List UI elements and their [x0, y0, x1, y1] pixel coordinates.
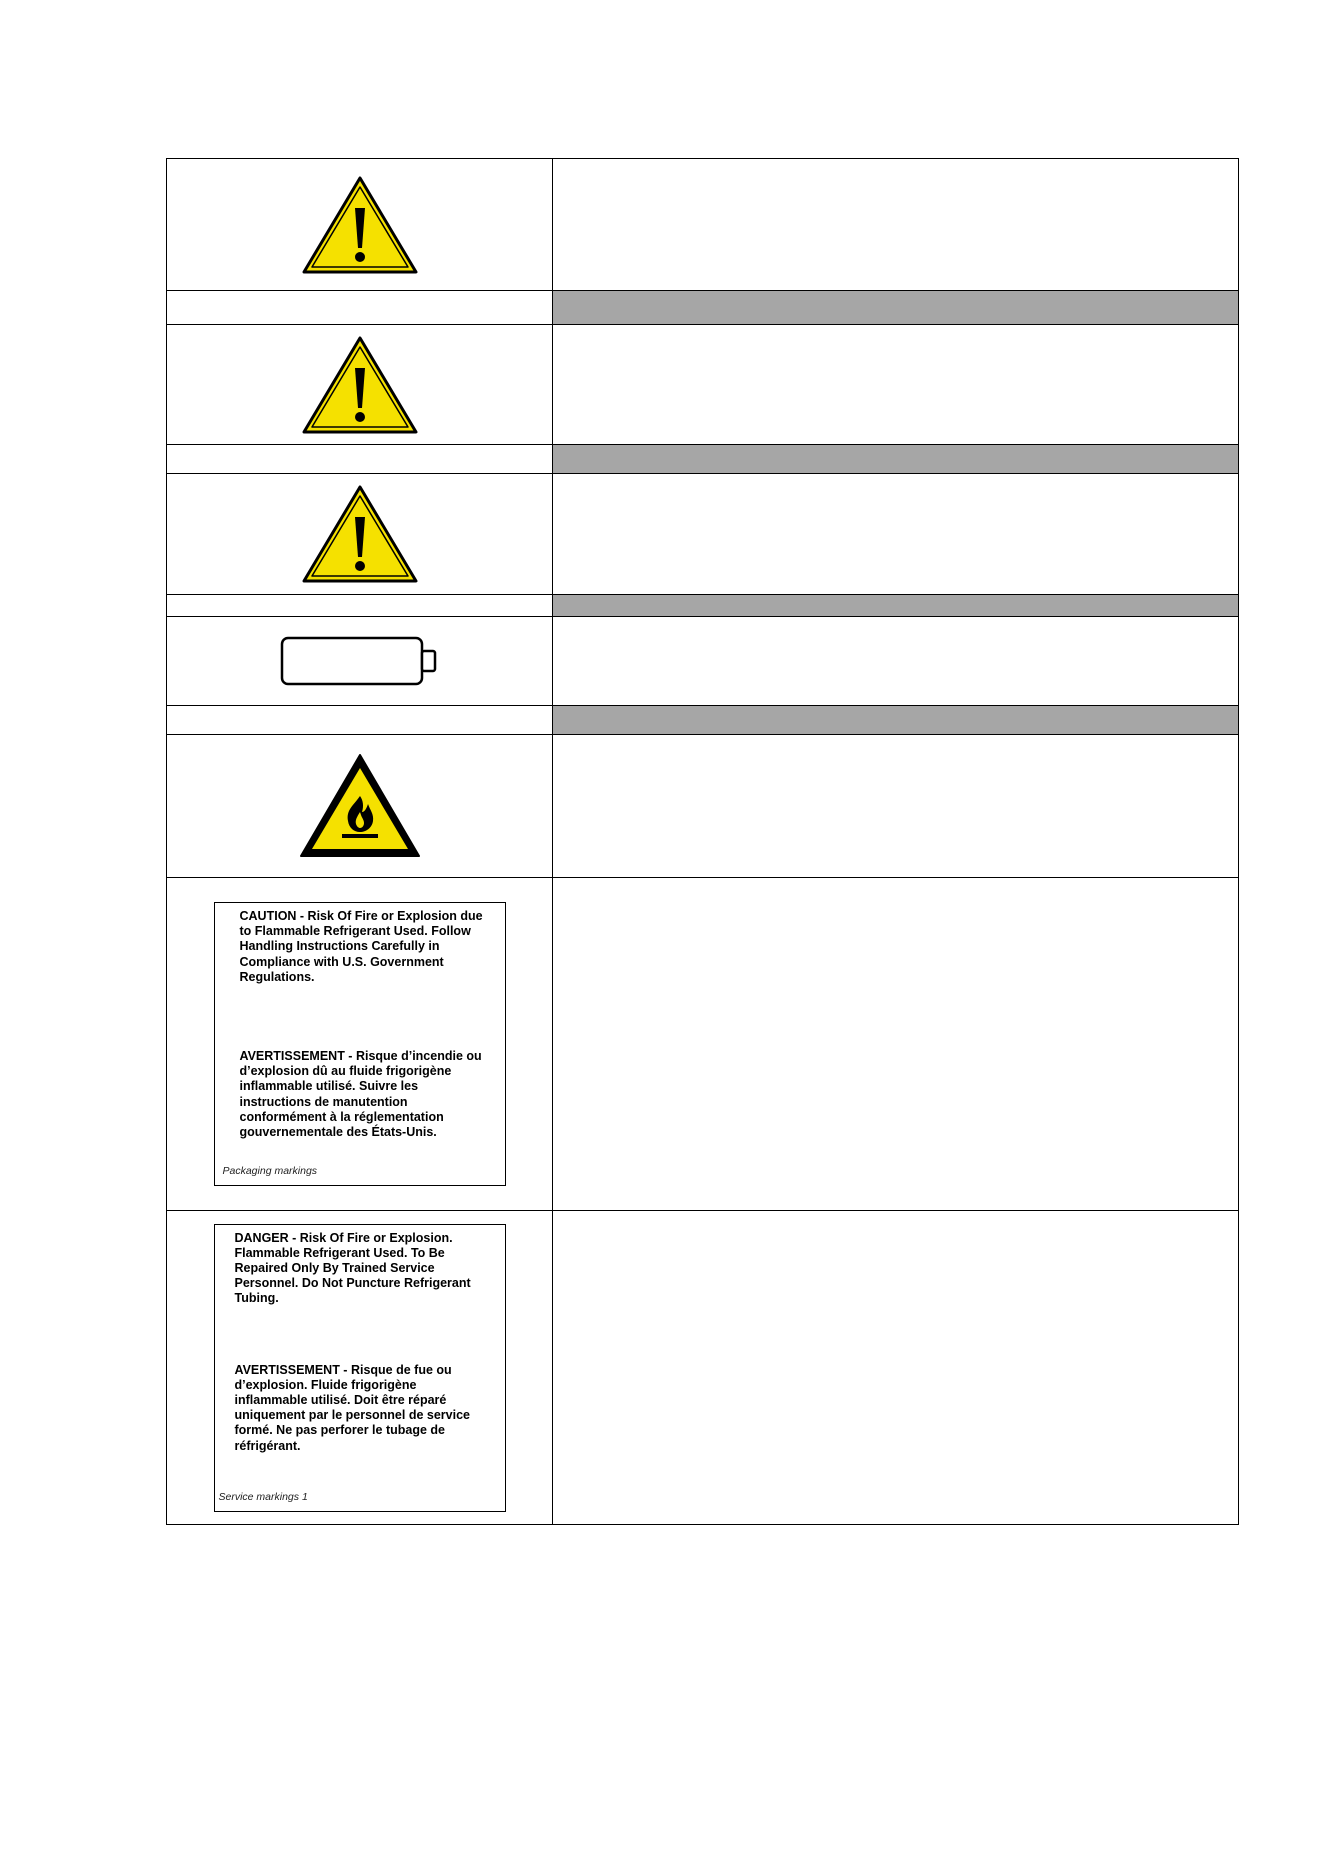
battery-icon	[280, 635, 440, 687]
service-label	[214, 1224, 506, 1512]
warning-triangle-icon	[300, 174, 420, 276]
warning-cell	[167, 325, 552, 444]
warning-triangle-icon	[300, 483, 420, 585]
service-label-cell	[167, 1211, 552, 1524]
flammable-icon	[298, 752, 422, 860]
flammable-cell	[167, 735, 552, 877]
packaging-caption: Packaging markings	[222, 1165, 318, 1177]
column-divider	[552, 159, 553, 1524]
packaging-label	[214, 902, 506, 1186]
service-caption: Service markings 1	[218, 1490, 308, 1503]
avertissement-text: AVERTISSEMENT - Risque d’incendie ou d’explosion dû au fluide frigorigène inflammable utilisé. Suivre les instructions de manutention conformément à la réglementation gouvernementale des États-Unis.	[239, 1049, 482, 1140]
warning-cell	[167, 474, 552, 594]
row-header-bar	[553, 444, 1238, 473]
battery-cell	[167, 617, 552, 705]
danger-text: DANGER - Risk Of Fire or Explosion. Flammable Refrigerant Used. To Be Repaired Only By Trained Service Personnel. Do Not Puncture Refrigerant Tubing.	[234, 1230, 471, 1306]
row-header-bar	[553, 290, 1238, 324]
caution-text: CAUTION - Risk Of Fire or Explosion due to Flammable Refrigerant Used. Follow Handling Instructions Carefully in Compliance with U.S. Government Regulations.	[239, 909, 483, 984]
packaging-label-cell	[167, 878, 552, 1210]
row-header-bar	[553, 594, 1238, 616]
row-header-bar	[553, 705, 1238, 734]
avertissement-text: AVERTISSEMENT - Risque de fue ou d’explosion. Fluide frigorigène inflammable utilisé. Doit être réparé uniquement par le personnel de service formé. Ne pas perforer le tubage de réfrigérant.	[234, 1362, 470, 1453]
warning-cell	[167, 159, 552, 290]
warning-triangle-icon	[300, 334, 420, 436]
symbols-table	[166, 158, 1239, 1525]
